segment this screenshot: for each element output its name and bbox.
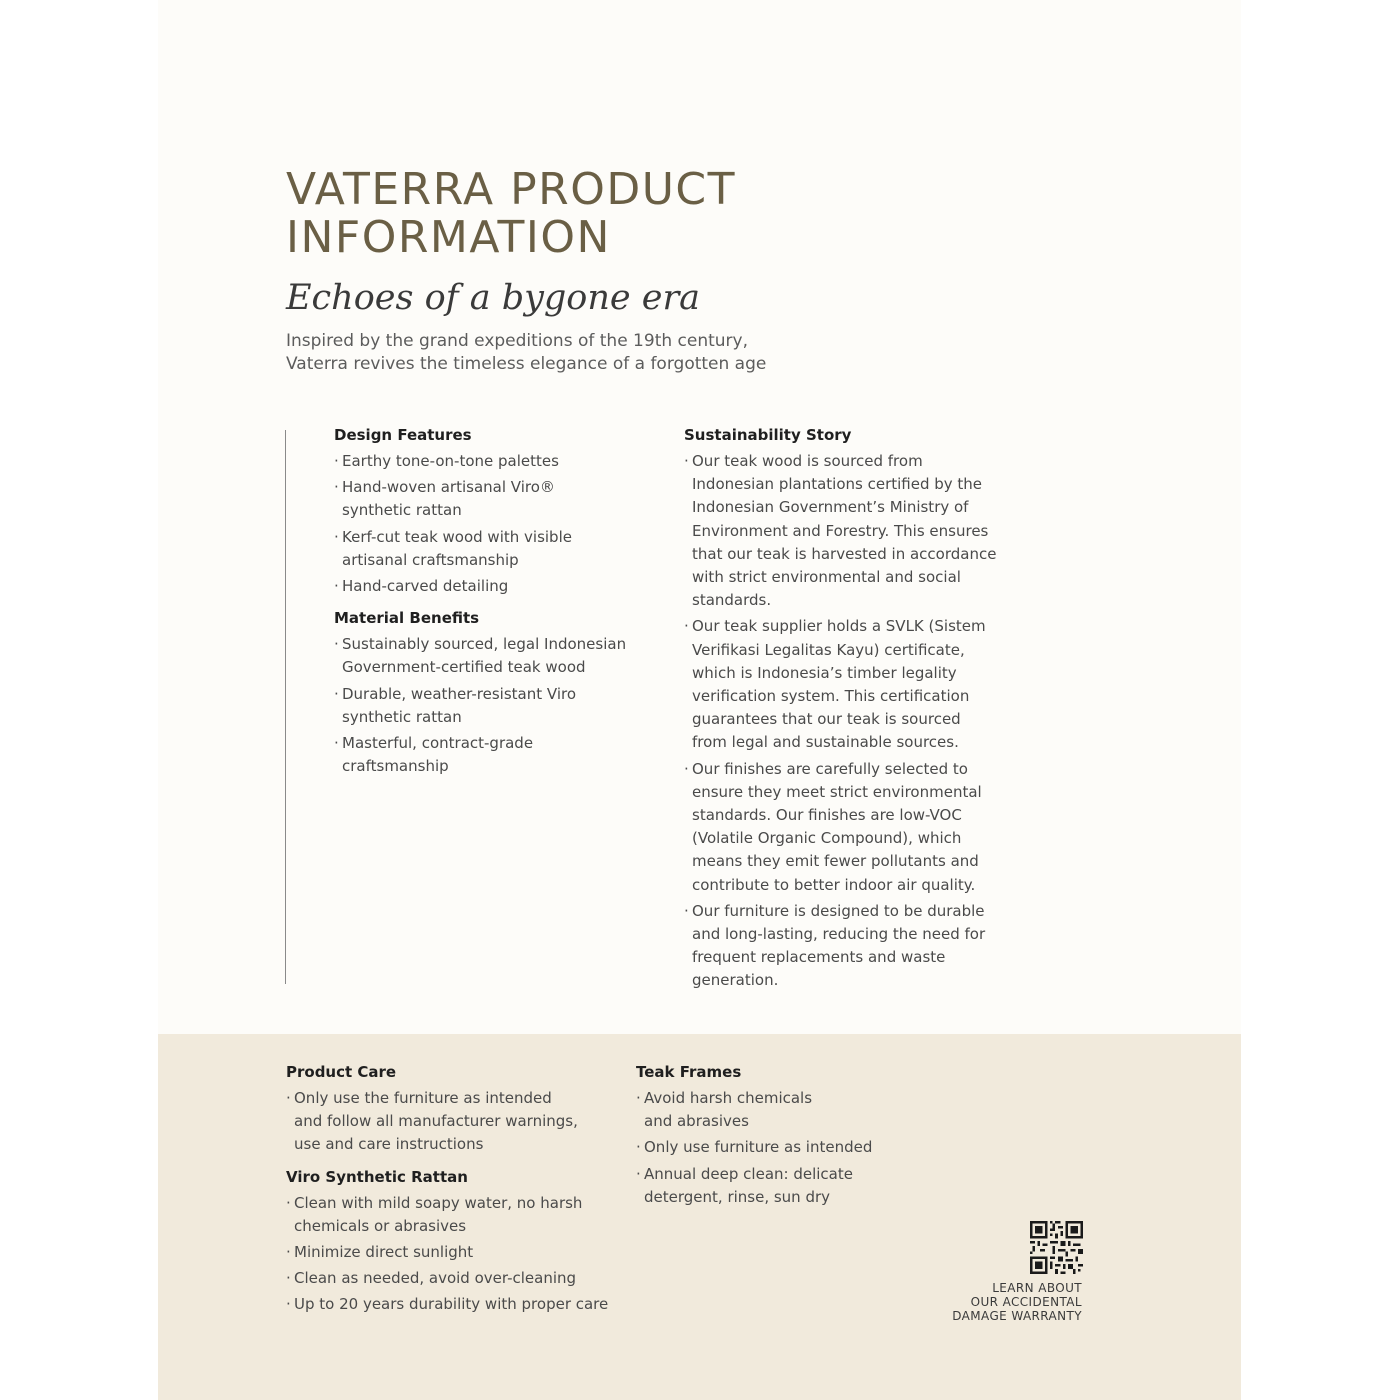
list-item: · Minimize direct sunlight bbox=[286, 1241, 626, 1264]
care-right-column bbox=[636, 1061, 936, 1212]
warranty-label-line: OUR ACCIDENTAL bbox=[970, 1295, 1082, 1309]
list-item: · Avoid harsh chemicals and abrasives bbox=[636, 1087, 936, 1133]
material-benefits-list bbox=[334, 633, 654, 778]
qr-code-icon[interactable] bbox=[1030, 1221, 1083, 1274]
list-item: · Clean as needed, avoid over-cleaning bbox=[286, 1267, 626, 1290]
product-care-list bbox=[286, 1087, 626, 1157]
list-item: · Our teak supplier holds a SVLK (Sistem Verifikasi Legalitas Kayu) certificate, which is Indonesia’s timber legality verification system. This certification guarantees that our teak is sourced from legal and sustainable sources. bbox=[684, 615, 1024, 754]
list-item: · Kerf-cut teak wood with visible artisanal craftsmanship bbox=[334, 526, 654, 572]
list-item: · Durable, weather-resistant Viro synthetic rattan bbox=[334, 683, 654, 729]
viro-rattan-list bbox=[286, 1192, 626, 1317]
list-item: · Earthy tone-on-tone palettes bbox=[334, 450, 654, 473]
page-title bbox=[286, 166, 736, 262]
sustainability-column bbox=[684, 424, 1024, 996]
title-line: INFORMATION bbox=[286, 212, 611, 263]
list-item: · Masterful, contract-grade craftsmanship bbox=[334, 732, 654, 778]
subtitle: Echoes of a bygone era bbox=[286, 278, 701, 318]
teak-frames-heading: Teak Frames bbox=[636, 1063, 742, 1081]
list-item: · Only use the furniture as intended and follow all manufacturer warnings, use and care instructions bbox=[286, 1087, 626, 1157]
column-divider bbox=[285, 430, 286, 984]
list-item: · Only use furniture as intended bbox=[636, 1136, 936, 1159]
list-item: · Sustainably sourced, legal Indonesian Government-certified teak wood bbox=[334, 633, 654, 679]
list-item: · Our furniture is designed to be durable and long-lasting, reducing the need for frequent replacements and waste generation. bbox=[684, 900, 1024, 993]
material-benefits-heading: Material Benefits bbox=[334, 609, 480, 628]
intro-line: Inspired by the grand expeditions of the 19th century, bbox=[286, 331, 749, 351]
list-item: · Hand-carved detailing bbox=[334, 575, 654, 598]
title-line: VATERRA PRODUCT bbox=[286, 164, 737, 215]
teak-frames-list bbox=[636, 1087, 936, 1209]
list-item: · Annual deep clean: delicate detergent, rinse, sun dry bbox=[636, 1163, 936, 1209]
list-item: · Our teak wood is sourced from Indonesian plantations certified by the Indonesian Government’s Ministry of Environment and Forestry. This ensures that our teak is harvested in accordance with strict environmental and social standards. bbox=[684, 450, 1024, 612]
list-item: · Hand-woven artisanal Viro® synthetic rattan bbox=[334, 476, 654, 522]
list-item: · Our finishes are carefully selected to ensure they meet strict environmental standards. Our finishes are low-VOC (Volatile Organic Compound), which means they emit fewer pollutants and contribute to better indoor air quality. bbox=[684, 758, 1024, 897]
intro-paragraph bbox=[286, 330, 766, 376]
intro-line: Vaterra revives the timeless elegance of a forgotten age bbox=[286, 354, 767, 374]
design-features-list bbox=[334, 450, 654, 598]
care-left-column bbox=[286, 1061, 626, 1320]
list-item: · Clean with mild soapy water, no harsh chemicals or abrasives bbox=[286, 1192, 626, 1238]
design-features-heading: Design Features bbox=[334, 426, 472, 444]
warranty-label-line: DAMAGE WARRANTY bbox=[952, 1309, 1082, 1323]
warranty-link[interactable] bbox=[900, 1281, 1082, 1323]
sustainability-list bbox=[684, 450, 1024, 993]
list-item: · Up to 20 years durability with proper care bbox=[286, 1293, 626, 1316]
warranty-label-line: LEARN ABOUT bbox=[992, 1281, 1082, 1295]
features-column bbox=[334, 424, 654, 781]
product-care-heading: Product Care bbox=[286, 1063, 397, 1081]
viro-rattan-heading: Viro Synthetic Rattan bbox=[286, 1167, 468, 1186]
sustainability-heading: Sustainability Story bbox=[684, 426, 852, 444]
